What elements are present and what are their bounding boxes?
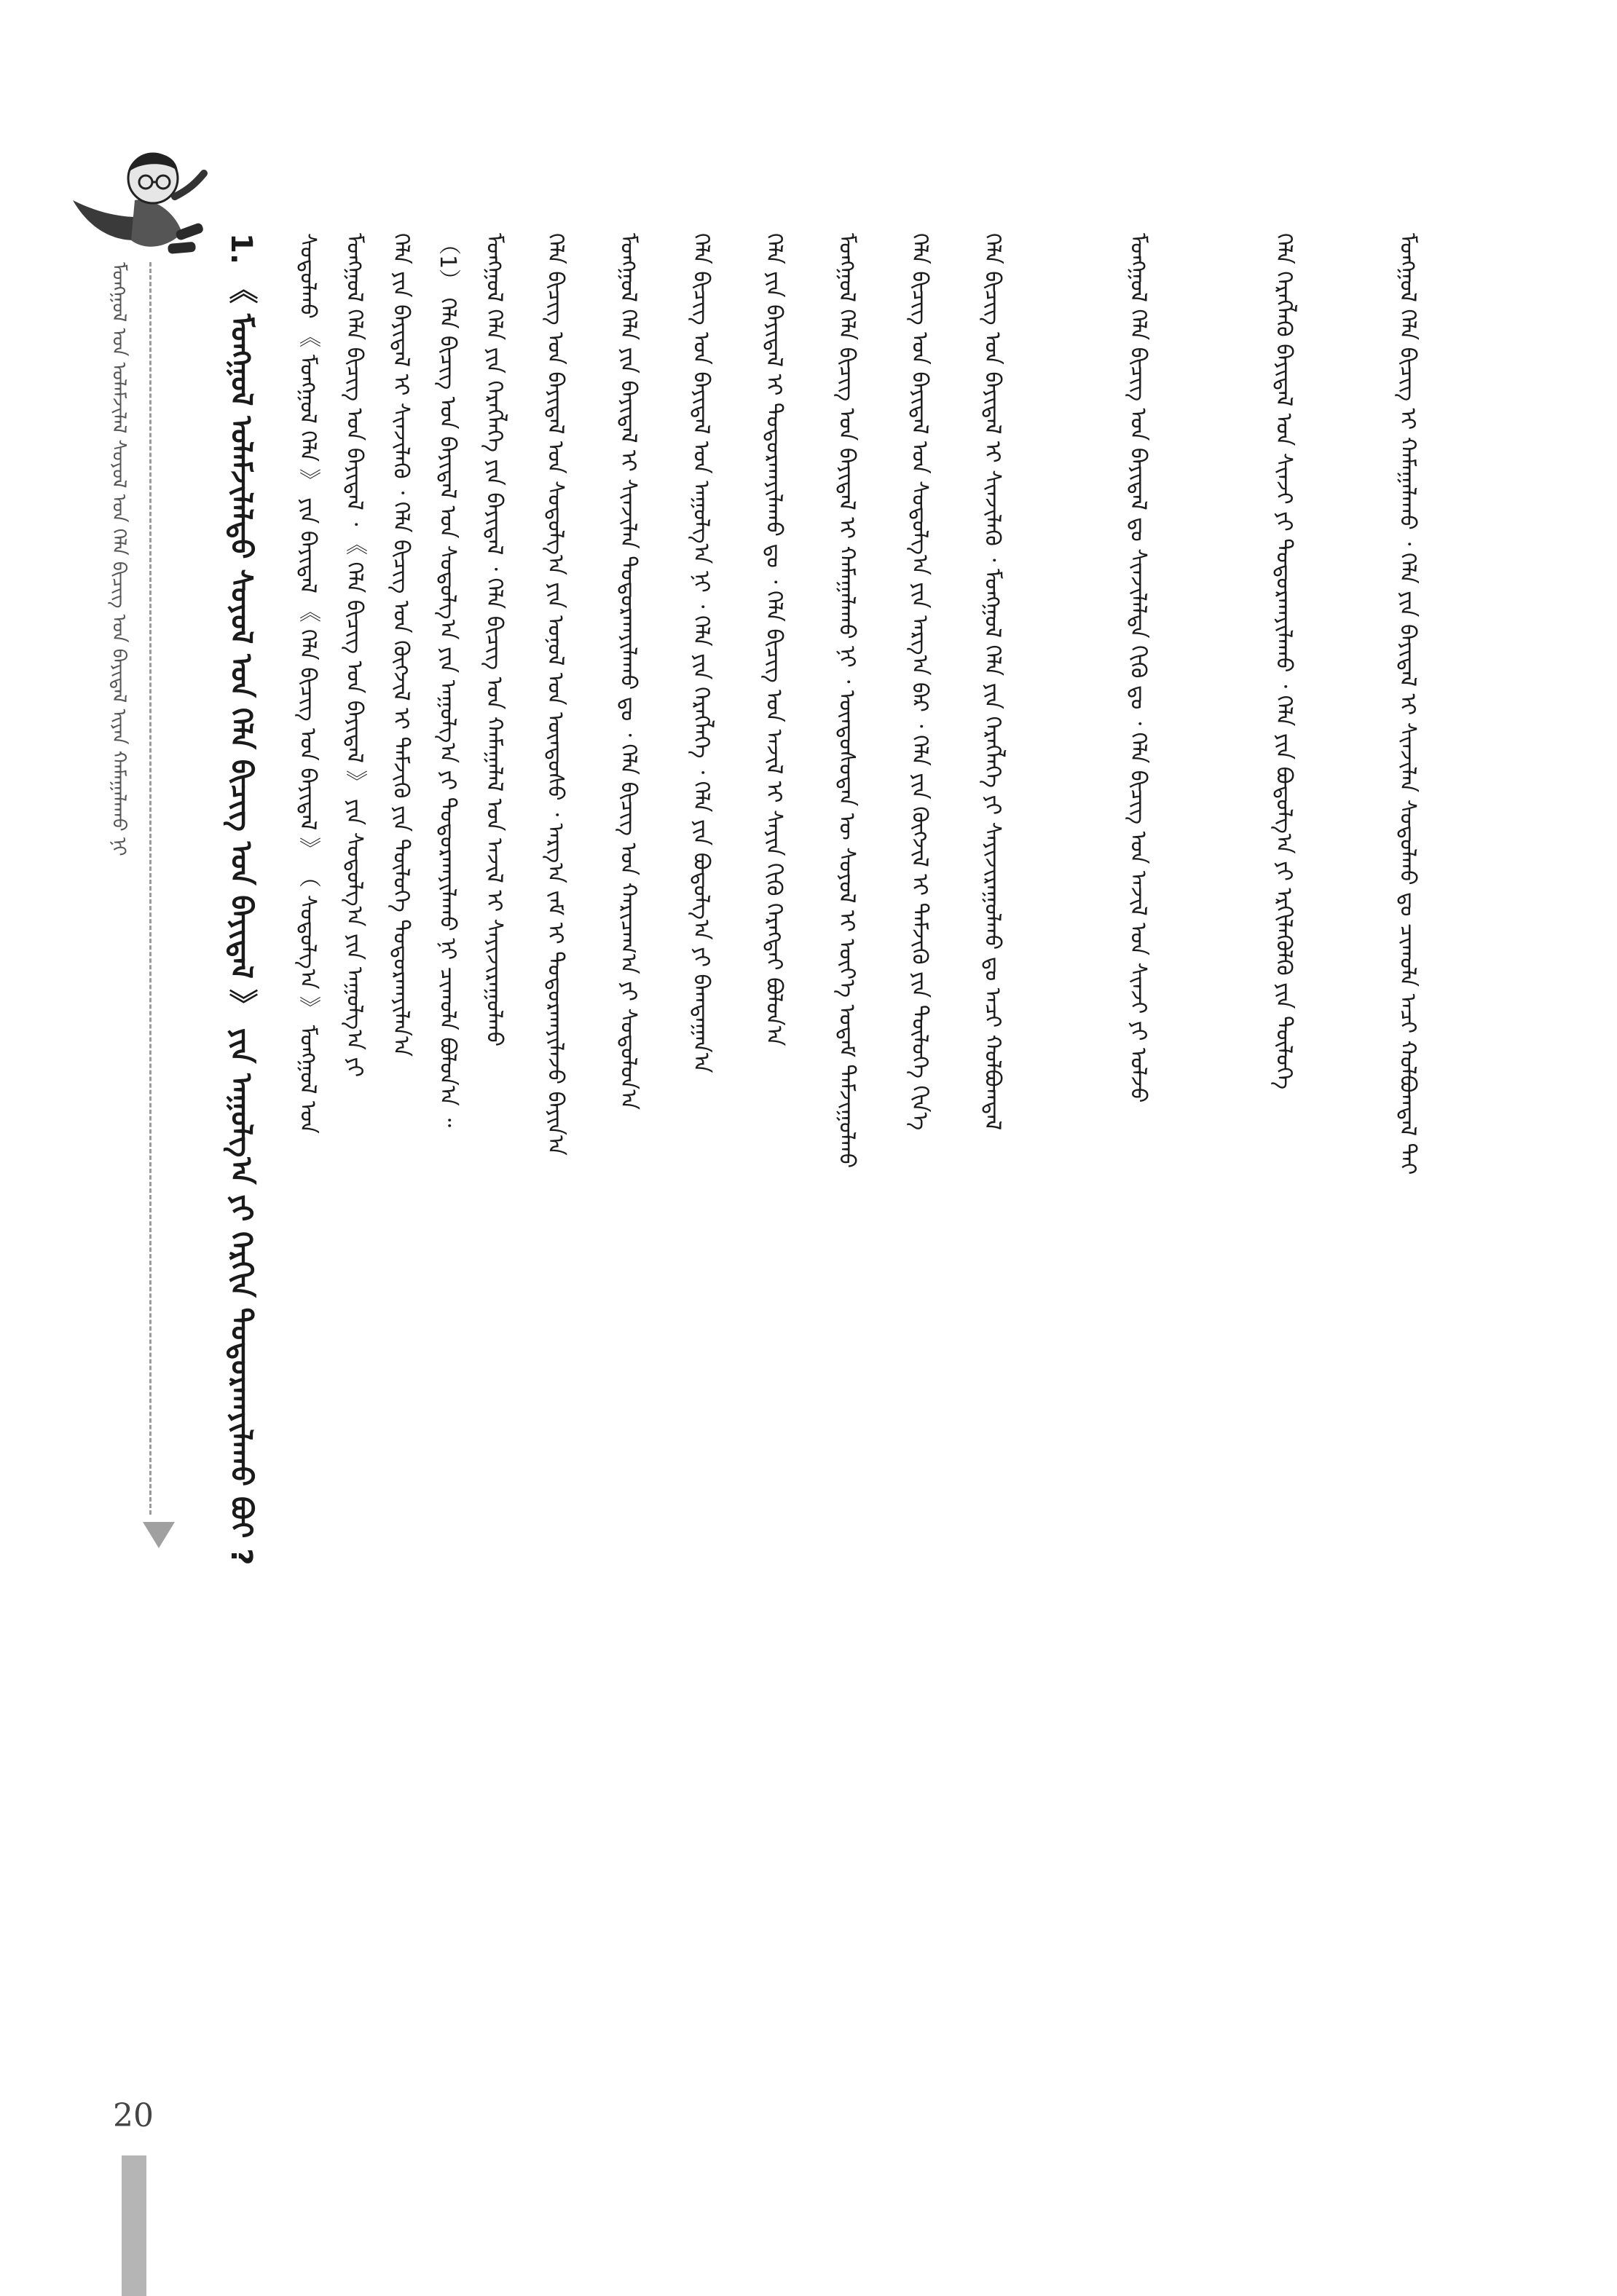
body-column-14: ᠮᠣᠩᠭᠣᠯ ᠬᠡᠯᠡ ᠪᠢᠴᠢᠭ ᠤᠨ ᠪᠠᠶᠢᠳᠠᠯ ᠂ 《 ᠬᠡᠯᠡ ᠪᠢᠴᠢᠭ ᠤᠨ ᠪᠠᠶᠢᠳᠠᠯ 》 ᠶᠢᠨ ᠰᠤᠳᠤᠯᠭ᠎ᠠ ᠶᠢᠨ ᠠᠭᠤᠯᠭ᠎ᠠ ᠶᠢ — [342, 233, 367, 1078]
body-column-3: ᠮᠣᠩᠭᠣᠯ ᠬᠡᠯᠡ ᠪᠢᠴᠢᠭ ᠤᠨ ᠪᠠᠶᠢᠳᠠᠯ ᠳᠤ ᠰᠢᠨᠵᠢᠯᠡᠯᠲᠡ ᠬᠢᠬᠦ ᠳᠤ ᠂ ᠬᠡᠯᠡ ᠪᠢᠴᠢᠭ ᠤᠨ ᠠᠵᠢᠯ ᠤᠨ ᠰᠢᠨᠵᠢ ᠶᠢ ᠣᠯᠵᠤ — [1125, 233, 1151, 1103]
body-column-11: ᠮᠣᠩᠭᠣᠯ ᠬᠡᠯᠡ ᠶᠢᠨ ᠬᠡᠷᠡᠭᠯᠡᠭᠡ ᠶᠢᠨ ᠪᠠᠶᠢᠳᠠᠯ ᠂ ᠬᠡᠯᠡ ᠪᠢᠴᠢᠭ ᠤᠨ ᠬᠠᠮᠠᠭᠠᠯᠠᠯ ᠤᠨ ᠠᠵᠢᠯ ᠢ ᠰᠠᠶᠢᠵᠢᠷᠠᠭᠤᠯᠬᠤ — [481, 233, 507, 1047]
body-column-8: ᠬᠡᠯᠡ ᠪᠢᠴᠢᠭ ᠤᠨ ᠪᠠᠶᠢᠳᠠᠯ ᠤᠨ ᠠᠭᠤᠯᠭ᠎ᠠ ᠨᠢ ᠂ ᠬᠡᠯᠡ ᠶᠢᠨ ᠬᠡᠷᠡᠭᠯᠡᠭᠡ ᠂ ᠬᠡᠯᠡ ᠶᠢᠨ ᠪᠣᠳᠣᠯᠭ᠎ᠠ ᠶᠢ ᠪᠠᠭᠳᠠᠭᠠᠨ᠎ᠠ — [688, 233, 714, 1073]
body-column-9: ᠮᠣᠩᠭᠣᠯ ᠬᠡᠯᠡ ᠶᠢᠨ ᠪᠠᠶᠢᠳᠠᠯ ᠢ ᠰᠢᠨᠵᠢᠯᠡᠨ ᠲᠣᠳᠣᠷᠬᠠᠶᠢᠯᠠᠬᠤ ᠳᠤ ᠂ ᠬᠡᠯᠡ ᠪᠢᠴᠢᠭ ᠤᠨ ᠬᠠᠷᠢᠴᠠᠭ᠎ᠠ ᠶᠢ ᠰᠤᠳᠤᠯᠤᠨ᠎ᠠ — [615, 233, 641, 1110]
dashed-divider — [149, 262, 152, 1515]
chapter-title: 1. 《 ᠮᠣᠩᠭᠣᠯ ᠤᠯᠠᠮᠵᠢᠯᠠᠯᠲᠤ ᠰᠣᠶᠣᠯ ᠤᠨ ᠬᠡᠯᠡ ᠪᠢᠴᠢᠭ ᠤᠨ ᠪᠠᠶᠢᠳᠠᠯ 》 ᠶᠢᠨ ᠠᠭᠤᠯᠭ᠎ᠠ ᠶᠢ ᠬᠡᠷᠬᠢᠨ ᠲᠣᠳᠣᠷᠬᠠᠶᠢᠯᠠᠬᠤ ᠪᠤᠢ ? — [224, 233, 258, 1566]
body-column-2: ᠬᠡᠯᠡ ᠬᠡᠷᠡᠭᠯᠡᠬᠦ ᠪᠠᠶᠢᠳᠠᠯ ᠤᠨ ᠰᠢᠨᠵᠢ ᠶᠢ ᠲᠣᠳᠣᠷᠬᠠᠶᠢᠯᠠᠬᠤ ᠂ ᠬᠡᠯᠡ ᠶᠢᠨ ᠪᠣᠳᠣᠯᠭ᠎ᠠ ᠶᠢ ᠡᠷᠬᠢᠯᠡᠭᠦᠯᠬᠦ ᠶᠢᠨ ᠲᠥᠯᠥᠭᠡ — [1271, 233, 1297, 1090]
footer-bar — [122, 2155, 146, 2296]
body-column-13: ᠬᠡᠯᠡ ᠶᠢᠨ ᠪᠠᠶᠢᠳᠠᠯ ᠢ ᠰᠢᠨᠵᠢᠯᠡᠬᠦ ᠂ ᠬᠡᠯᠡ ᠪᠢᠴᠢᠭ ᠤᠨ ᠬᠥᠭᠵᠢᠯ ᠢ ᠳᠡᠮᠵᠢᠬᠦ ᠶᠢᠨ ᠲᠥᠯᠥᠭᠡ ᠲᠣᠳᠣᠷᠬᠠᠶᠢᠯᠠᠨ᠎ᠠ — [388, 233, 414, 1057]
body-column-15: ᠰᠤᠳᠤᠯᠬᠤ 《 ᠮᠣᠩᠭᠣᠯ ᠬᠡᠯᠡ 》 ᠶᠢᠨ ᠪᠠᠶᠢᠳᠠᠯ 《 ᠬᠡᠯᠡ ᠪᠢᠴᠢᠭ ᠤᠨ ᠪᠠᠶᠢᠳᠠᠯ 》 （ ᠰᠤᠳᠤᠯᠭ᠎ᠠ 》 ᠮᠣᠩᠭᠣᠯ ᠤᠨ — [295, 233, 320, 1134]
body-column-1: ᠮᠣᠩᠭᠣᠯ ᠬᠡᠯᠡ ᠪᠢᠴᠢᠭ ᠢ ᠬᠠᠮᠠᠭᠠᠯᠠᠬᠤ ᠂ ᠬᠡᠯᠡ ᠶᠢᠨ ᠪᠠᠶᠢᠳᠠᠯ ᠢ ᠰᠢᠨᠵᠢᠯᠡᠨ ᠰᠤᠳᠤᠯᠬᠤ ᠳᠤ ᠴᠢᠬᠤᠯᠠ ᠠᠴᠢ ᠬᠣᠯᠪᠣᠭᠳᠠᠯ ᠲᠠᠢ — [1395, 233, 1420, 1175]
arrow-down-icon — [143, 1522, 175, 1548]
body-column-5: ᠬᠡᠯᠡ ᠪᠢᠴᠢᠭ ᠤᠨ ᠪᠠᠶᠢᠳᠠᠯ ᠤᠨ ᠰᠤᠳᠤᠯᠭ᠎ᠠ ᠶᠢᠨ ᠠᠷᠭ᠎ᠠ ᠪᠠᠷ ᠂ ᠬᠡᠯᠡ ᠶᠢᠨ ᠬᠥᠭᠵᠢᠯ ᠢ ᠳᠡᠮᠵᠢᠬᠦ ᠶᠢᠨ ᠲᠥᠯᠥᠭᠡ ᠬᠢᠨ᠎ᠡ — [907, 233, 932, 1131]
page-number: 20 — [113, 2097, 154, 2134]
boy-reading-mascot-icon — [66, 131, 219, 269]
body-column-6: ᠮᠣᠩᠭᠣᠯ ᠬᠡᠯᠡ ᠪᠢᠴᠢᠭ ᠤᠨ ᠪᠠᠶᠢᠳᠠᠯ ᠢ ᠬᠠᠮᠠᠭᠠᠯᠠᠬᠤ ᠨᠢ ᠂ ᠦᠨᠳᠦᠰᠦᠲᠡᠨ ᠦ ᠰᠣᠶᠣᠯ ᠢ ᠦᠶ᠎ᠡ ᠤᠳᠠᠮ ᠳᠠᠮᠵᠢᠭᠤᠯᠬᠤ — [834, 233, 859, 1169]
body-column-7: ᠬᠡᠯᠡ ᠶᠢᠨ ᠪᠠᠶᠢᠳᠠᠯ ᠢ ᠲᠣᠳᠣᠷᠬᠠᠶᠢᠯᠠᠬᠤ ᠳᠤ ᠂ ᠬᠡᠯᠡ ᠪᠢᠴᠢᠭ ᠤᠨ ᠠᠵᠢᠯ ᠢ ᠰᠠᠶᠢᠨ ᠬᠢᠬᠦ ᠬᠡᠷᠡᠭᠲᠡᠢ ᠪᠣᠯᠤᠨ᠎ᠠ — [761, 233, 787, 1046]
body-column-12: （1） ᠬᠡᠯᠡ ᠪᠢᠴᠢᠭ ᠤᠨ ᠪᠠᠶᠢᠳᠠᠯ ᠤᠨ ᠰᠤᠳᠤᠯᠭ᠎ᠠ ᠶᠢᠨ ᠠᠭᠤᠯᠭ᠎ᠠ ᠶᠢ ᠲᠣᠳᠣᠷᠬᠠᠶᠢᠯᠠᠬᠤ ᠨᠢ ᠴᠢᠬᠤᠯᠠ ᠪᠣᠯᠤᠨ᠎ᠠ ᠃ — [435, 233, 460, 1127]
body-column-10: ᠬᠡᠯᠡ ᠪᠢᠴᠢᠭ ᠤᠨ ᠪᠠᠶᠢᠳᠠᠯ ᠤᠨ ᠰᠤᠳᠤᠯᠭ᠎ᠠ ᠶᠢᠨ ᠣᠨᠣᠯ ᠤᠨ ᠦᠨᠳᠦᠰᠦ ᠂ ᠠᠷᠭ᠎ᠠ ᠵᠠᠮ ᠢ ᠲᠣᠳᠣᠷᠬᠠᠶᠢᠯᠠᠵᠤ ᠪᠠᠶᠢᠨ᠎ᠠ — [543, 233, 568, 1156]
running-head: ᠮᠣᠩᠭᠣᠯ ᠤᠨ ᠤᠯᠠᠮᠵᠢᠯᠠᠯ ᠰᠣᠶᠣᠯ ᠤᠨ ᠬᠡᠯᠡ ᠪᠢᠴᠢᠭ ᠤᠨ ᠪᠠᠶᠢᠳᠠᠯ ᠢᠶᠠᠨ ᠬᠠᠮᠠᠭᠠᠯᠠᠬᠤ ᠨᠢ — [108, 262, 130, 856]
body-column-4: ᠬᠡᠯᠡ ᠪᠢᠴᠢᠭ ᠤᠨ ᠪᠠᠶᠢᠳᠠᠯ ᠢ ᠰᠢᠨᠵᠢᠯᠡᠬᠦ ᠂ ᠮᠣᠩᠭᠣᠯ ᠬᠡᠯᠡ ᠶᠢᠨ ᠬᠡᠷᠡᠭᠯᠡᠭᠡ ᠶᠢ ᠰᠠᠶᠢᠵᠢᠷᠠᠭᠤᠯᠬᠤ ᠳᠤ ᠠᠴᠢ ᠬᠣᠯᠪᠣᠭᠳᠠᠯ — [980, 233, 1005, 1131]
